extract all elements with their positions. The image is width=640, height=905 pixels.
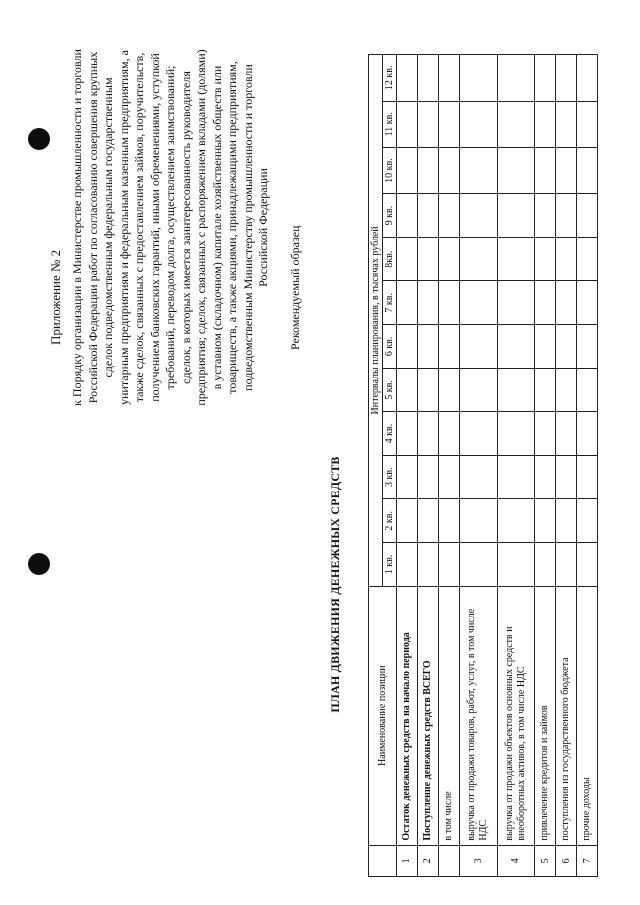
table-row [556,55,577,877]
value-cell[interactable] [556,412,577,456]
value-cell[interactable] [577,543,598,587]
value-cell[interactable] [417,368,438,412]
value-cell[interactable] [556,147,577,193]
position-name: поступления из государственного бюджета [556,586,577,845]
position-name: прочие доходы [577,586,598,845]
quarter-header: 10 кв. [383,147,397,193]
value-cell[interactable] [577,499,598,543]
value-cell[interactable] [397,325,418,369]
value-cell[interactable] [438,455,459,499]
quarter-header: 6 кв. [383,325,397,369]
quarter-header: 3 кв. [383,455,397,499]
value-cell[interactable] [417,325,438,369]
row-number: 3 [459,845,497,876]
value-cell[interactable] [397,455,418,499]
table-row [459,55,497,877]
value-cell[interactable] [497,55,535,102]
quarter-header: 1 кв. [383,543,397,587]
value-cell[interactable] [535,55,556,102]
value-cell[interactable] [438,325,459,369]
value-cell[interactable] [417,237,438,281]
table-header-row [369,55,383,877]
value-cell[interactable] [459,101,497,147]
quarter-header: 5 кв. [383,368,397,412]
value-cell[interactable] [577,147,598,193]
appendix-line: предприятия; сделок, связанных с распоряжением вкладами (долями) [194,49,208,406]
quarter-header: 8кв. [383,237,397,281]
row-number-header [369,845,397,876]
value-cell[interactable] [417,412,438,456]
position-name: привлечение кредитов и займов [535,586,556,845]
appendix-line: Российской Федерации работ по согласованию совершения крупных [85,51,100,404]
table-row [535,55,556,877]
value-cell[interactable] [417,455,438,499]
value-cell[interactable] [417,147,438,193]
appendix-line: товариществ, а также акциями, принадлежащими предприятиям, [225,61,239,394]
table-row [397,55,418,877]
value-cell[interactable] [535,101,556,147]
value-cell[interactable] [556,543,577,587]
value-cell[interactable] [577,101,598,147]
value-cell[interactable] [535,237,556,281]
value-cell[interactable] [556,368,577,412]
value-cell[interactable] [459,368,497,412]
value-cell[interactable] [459,147,497,193]
value-cell[interactable] [577,412,598,456]
value-cell[interactable] [397,101,418,147]
table-row [577,55,598,877]
row-number [438,845,459,876]
row-number: 2 [417,845,438,876]
intervals-header: Интервалы планирования, в тысячах рублей [369,55,383,587]
value-cell[interactable] [397,543,418,587]
value-cell[interactable] [535,543,556,587]
value-cell[interactable] [535,412,556,456]
appendix-line: унитарным предприятиям и федеральным казенным предприятиям, а [116,50,131,405]
table-row [438,55,459,877]
value-cell[interactable] [497,455,535,499]
value-cell[interactable] [556,194,577,238]
appendix-body [70,20,272,435]
appendix-line: сделок подведомственным федеральным государственным [101,77,115,378]
position-name: Поступление денежных средств ВСЕГО [417,586,438,845]
position-name: в том числе [438,586,459,845]
value-cell[interactable] [417,499,438,543]
value-cell[interactable] [556,55,577,102]
value-cell[interactable] [397,412,418,456]
row-number: 1 [397,845,418,876]
value-cell[interactable] [397,237,418,281]
quarter-header: 12 кв. [383,55,397,102]
value-cell[interactable] [556,101,577,147]
appendix-line: Российской Федерации [256,168,270,287]
value-cell[interactable] [438,101,459,147]
row-number: 6 [556,845,577,876]
value-cell[interactable] [438,499,459,543]
value-cell[interactable] [556,455,577,499]
value-cell[interactable] [438,147,459,193]
value-cell[interactable] [397,194,418,238]
row-number: 4 [497,845,535,876]
value-cell[interactable] [577,325,598,369]
value-cell[interactable] [438,237,459,281]
quarter-header: 9 кв. [383,194,397,238]
position-name: выручка от продажи товаров, работ, услуг, в том числе НДС [459,586,497,845]
value-cell[interactable] [577,194,598,238]
value-cell[interactable] [497,237,535,281]
value-cell[interactable] [556,281,577,325]
appendix-line: к Порядку организации в Министерстве промышленности и торговли [70,49,84,406]
value-cell[interactable] [397,368,418,412]
quarter-header: 2 кв. [383,499,397,543]
value-cell[interactable] [497,194,535,238]
value-cell[interactable] [556,325,577,369]
value-cell[interactable] [535,147,556,193]
value-cell[interactable] [459,194,497,238]
value-cell[interactable] [556,237,577,281]
value-cell[interactable] [497,368,535,412]
appendix-line: также сделок, связанных с предоставлением займов, поручительств, [132,52,146,403]
value-cell[interactable] [577,368,598,412]
value-cell[interactable] [497,325,535,369]
value-cell[interactable] [535,194,556,238]
appendix-line: подведомственным Министерству промышленности и торговли [240,64,255,391]
recommended-sample-label: Рекомендуемый образец [288,225,302,350]
appendix-line: в уставном (складочном) капитале хозяйственных обществ или [209,65,224,390]
value-cell[interactable] [459,455,497,499]
quarter-header: 7 кв. [383,281,397,325]
value-cell[interactable] [459,237,497,281]
value-cell[interactable] [577,55,598,102]
value-cell[interactable] [397,281,418,325]
value-cell[interactable] [497,412,535,456]
value-cell[interactable] [556,499,577,543]
value-cell[interactable] [438,368,459,412]
value-cell[interactable] [438,543,459,587]
value-cell[interactable] [417,101,438,147]
value-cell[interactable] [397,499,418,543]
value-cell[interactable] [459,281,497,325]
value-cell[interactable] [535,325,556,369]
value-cell[interactable] [535,368,556,412]
quarter-header: 11 кв. [383,101,397,147]
value-cell[interactable] [459,325,497,369]
value-cell[interactable] [438,194,459,238]
position-name: Остаток денежных средств на начало периода [397,586,418,845]
value-cell[interactable] [577,281,598,325]
plan-title: ПЛАН ДВИЖЕНИЯ ДЕНЕЖНЫХ СРЕДСТВ [328,456,342,713]
appendix-line: получением банковских гарантий, иными обременениями, уступкой [147,53,162,402]
table-body [397,55,598,877]
value-cell[interactable] [417,55,438,102]
value-cell[interactable] [438,281,459,325]
value-cell[interactable] [497,281,535,325]
value-cell[interactable] [417,281,438,325]
value-cell[interactable] [459,499,497,543]
value-cell[interactable] [397,55,418,102]
value-cell[interactable] [497,101,535,147]
value-cell[interactable] [497,499,535,543]
value-cell[interactable] [438,55,459,102]
value-cell[interactable] [417,543,438,587]
quarter-header: 4 кв. [383,412,397,456]
appendix-line: сделок, в которых имеется заинтересованность руководителя [178,71,193,384]
position-name: выручка от продажи объектов основных средств и внеоборотных активов, в том числе НДС [497,586,535,845]
table-row [417,55,438,877]
row-number: 7 [577,845,598,876]
value-cell[interactable] [417,194,438,238]
value-cell[interactable] [577,455,598,499]
value-cell[interactable] [535,499,556,543]
position-name-header: Наименование позиции [369,586,397,845]
value-cell[interactable] [438,412,459,456]
value-cell[interactable] [535,455,556,499]
value-cell[interactable] [577,237,598,281]
punch-hole-right [28,553,50,575]
punch-hole-left [28,128,50,150]
cashflow-plan-table [368,54,598,877]
value-cell[interactable] [459,55,497,102]
appendix-line: требований, переводом долга, осуществлением заимствований; [163,65,177,390]
value-cell[interactable] [397,147,418,193]
value-cell[interactable] [497,543,535,587]
value-cell[interactable] [459,543,497,587]
appendix-title: Приложение № 2 [48,249,63,345]
value-cell[interactable] [459,412,497,456]
table-row [497,55,535,877]
value-cell[interactable] [535,281,556,325]
row-number: 5 [535,845,556,876]
value-cell[interactable] [497,147,535,193]
